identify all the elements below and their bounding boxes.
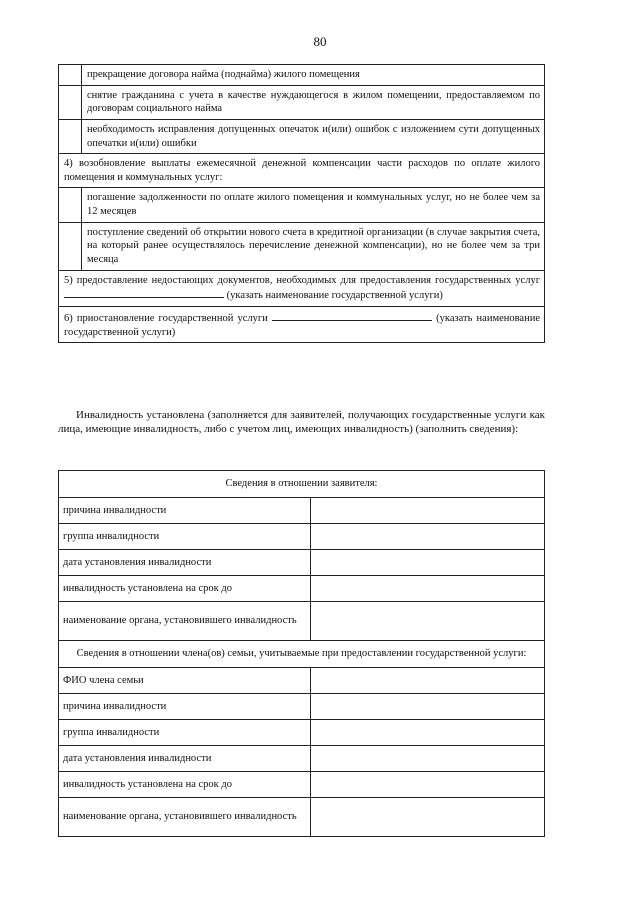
field-value-input[interactable] bbox=[311, 550, 545, 576]
item6-hint: (указать наименование государственной услуги) bbox=[64, 312, 540, 338]
field-label: группа инвалидности bbox=[59, 720, 311, 746]
applicant-section-header: Сведения в отношении заявителя: bbox=[59, 471, 545, 498]
item5-service-blank[interactable] bbox=[64, 287, 224, 298]
checkbox-cell[interactable] bbox=[59, 188, 82, 222]
applicant-field-row bbox=[59, 576, 545, 602]
field-label: группа инвалидности bbox=[59, 524, 311, 550]
field-value-input[interactable] bbox=[311, 772, 545, 798]
family-header-row bbox=[59, 641, 545, 668]
item5-text: 5) предоставление недостающих документов, необходимых для предоставления государственных услуг bbox=[64, 274, 540, 286]
field-value-input[interactable] bbox=[311, 720, 545, 746]
field-value-input[interactable] bbox=[311, 798, 545, 837]
field-label: причина инвалидности bbox=[59, 694, 311, 720]
field-label: инвалидность установлена на срок до bbox=[59, 576, 311, 602]
item6-text: 6) приостановление государственной услуги bbox=[64, 312, 268, 324]
checkbox-cell[interactable] bbox=[59, 65, 82, 86]
checkbox-cell[interactable] bbox=[59, 222, 82, 270]
disability-table bbox=[58, 470, 545, 837]
field-label: дата установления инвалидности bbox=[59, 746, 311, 772]
option-row bbox=[59, 188, 545, 222]
item6-service-blank[interactable] bbox=[272, 310, 432, 321]
family-field-row bbox=[59, 668, 545, 694]
checkbox-cell[interactable] bbox=[59, 85, 82, 119]
field-value-input[interactable] bbox=[311, 498, 545, 524]
option-item5 bbox=[59, 270, 545, 306]
option-text: 4) возобновление выплаты ежемесячной денежной компенсации части расходов по оплате жилого помещения и коммунальных услуг: bbox=[59, 154, 545, 188]
field-value-input[interactable] bbox=[311, 524, 545, 550]
page-number: 80 bbox=[313, 34, 327, 49]
option-row bbox=[59, 85, 545, 119]
field-value-input[interactable] bbox=[311, 746, 545, 772]
field-label: причина инвалидности bbox=[59, 498, 311, 524]
family-field-row bbox=[59, 798, 545, 837]
option-text: снятие гражданина с учета в качестве нуждающегося в жилом помещении, предоставляемом по договорам социального найма bbox=[82, 85, 545, 119]
option-text: погашение задолженности по оплате жилого помещения и коммунальных услуг, но не более чем за 12 месяцев bbox=[82, 188, 545, 222]
field-label: инвалидность установлена на срок до bbox=[59, 772, 311, 798]
option-row bbox=[59, 119, 545, 153]
option-row-item6 bbox=[59, 306, 545, 342]
option-item6 bbox=[59, 306, 545, 342]
family-field-row bbox=[59, 694, 545, 720]
checkbox-cell[interactable] bbox=[59, 119, 82, 153]
field-label: наименование органа, установившего инвалидность bbox=[59, 602, 311, 641]
applicant-field-row bbox=[59, 524, 545, 550]
field-value-input[interactable] bbox=[311, 668, 545, 694]
option-text: прекращение договора найма (поднайма) жилого помещения bbox=[82, 65, 545, 86]
field-value-input[interactable] bbox=[311, 602, 545, 641]
field-value-input[interactable] bbox=[311, 694, 545, 720]
field-label: ФИО члена семьи bbox=[59, 668, 311, 694]
disability-intro: Инвалидность установлена (заполняется для заявителей, получающих государственные услуги как лица, имеющие инвалидность, либо с учетом лиц, имеющих инвалидность) (заполнить сведения): bbox=[58, 409, 545, 436]
applicant-field-row bbox=[59, 602, 545, 641]
option-row-heading bbox=[59, 154, 545, 188]
family-field-row bbox=[59, 772, 545, 798]
applicant-field-row bbox=[59, 498, 545, 524]
item5-hint: (указать наименование государственной услуги) bbox=[226, 290, 443, 302]
family-field-row bbox=[59, 746, 545, 772]
option-row bbox=[59, 222, 545, 270]
applicant-field-row bbox=[59, 550, 545, 576]
field-value-input[interactable] bbox=[311, 576, 545, 602]
applicant-header-row bbox=[59, 471, 545, 498]
field-label: наименование органа, установившего инвалидность bbox=[59, 798, 311, 837]
family-section-header: Сведения в отношении члена(ов) семьи, учитываемые при предоставлении государственной услуги: bbox=[59, 641, 545, 668]
option-text: необходимость исправления допущенных опечаток и(или) ошибок с изложением сути допущенных опечатки и(или) ошибки bbox=[82, 119, 545, 153]
service-options-table bbox=[58, 64, 545, 343]
option-text: поступление сведений об открытии нового счета в кредитной организации (в случае закрытия счета, на который ранее осуществлялось перечисление денежной компенсации), но не более чем за три месяца bbox=[82, 222, 545, 270]
family-field-row bbox=[59, 720, 545, 746]
field-label: дата установления инвалидности bbox=[59, 550, 311, 576]
option-row bbox=[59, 65, 545, 86]
option-row-item5 bbox=[59, 270, 545, 306]
